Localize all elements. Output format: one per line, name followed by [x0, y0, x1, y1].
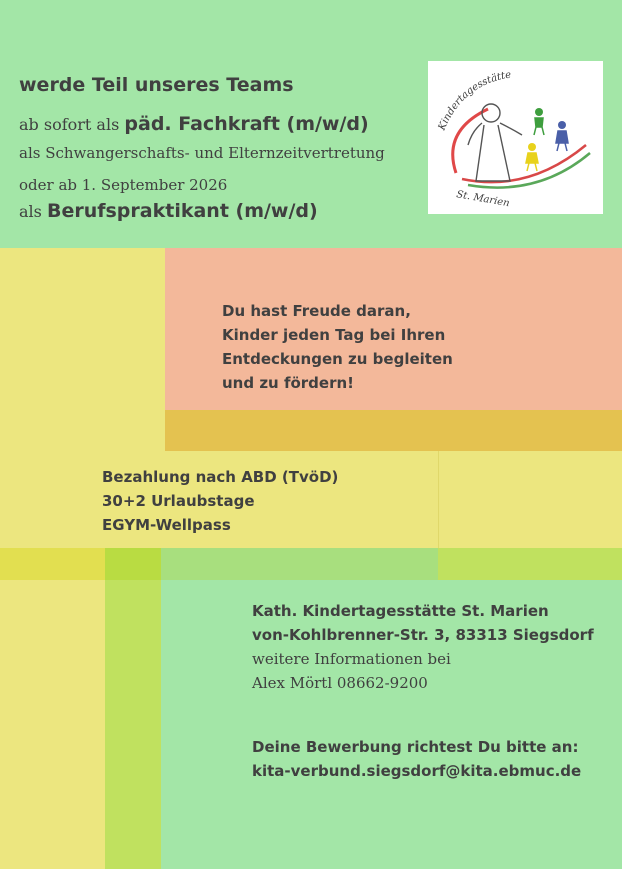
- pitch-line-2: Kinder jeden Tag bei Ihren: [222, 326, 446, 344]
- pitch-line-3: Entdeckungen zu begleiten: [222, 350, 453, 368]
- bottom-left-yellow: [0, 548, 105, 869]
- contact-person: Alex Mörtl 08662-9200: [252, 674, 428, 692]
- apply-email[interactable]: kita-verbund.siegsdorf@kita.ebmuc.de: [252, 762, 582, 780]
- lime-dark-strip: [105, 548, 161, 580]
- child-blue-icon: [556, 121, 568, 151]
- logo-name-top: Kindertagesstätte: [436, 69, 512, 133]
- headline: werde Teil unseres Teams: [19, 74, 294, 96]
- benefit-wellpass: EGYM-Wellpass: [102, 516, 231, 534]
- orange-strip: [165, 410, 622, 451]
- logo-name-bottom: St. Marien: [455, 189, 511, 210]
- pitch-line-4: und zu fördern!: [222, 374, 355, 392]
- lime-column: [105, 548, 161, 869]
- benefit-vacation: 30+2 Urlaubstage: [102, 492, 255, 510]
- pitch-line-1: Du hast Freude daran,: [222, 302, 411, 320]
- role-line-2: als Schwangerschafts- und Elternzeitvertretung: [19, 144, 385, 162]
- role-fachkraft: päd. Fachkraft (m/w/d): [124, 113, 369, 135]
- role-prefix-2: als: [19, 202, 42, 221]
- role-line-4: [19, 200, 318, 222]
- contact-org: Kath. Kindertagesstätte St. Marien: [252, 602, 549, 620]
- role-line-3: oder ab 1. September 2026: [19, 176, 228, 194]
- contact-address: von-Kohlbrenner-Str. 3, 83313 Siegsdorf: [252, 626, 594, 644]
- bright-yellow-strip: [0, 548, 105, 580]
- logo-graphic: [428, 61, 603, 214]
- kita-logo: [428, 61, 603, 214]
- role-line-1: [19, 113, 369, 135]
- contact-info: weitere Informationen bei: [252, 650, 451, 668]
- role-praktikant: Berufspraktikant (m/w/d): [46, 200, 318, 222]
- role-prefix: ab sofort als: [19, 115, 120, 134]
- child-green-icon: [534, 108, 544, 135]
- green-strip: [161, 548, 438, 580]
- child-yellow-icon: [526, 143, 538, 171]
- benefit-pay: Bezahlung nach ABD (TvöD): [102, 468, 339, 486]
- strip-line: [438, 451, 439, 548]
- lime-strip-right: [438, 548, 622, 580]
- apply-label: Deine Bewerbung richtest Du bitte an:: [252, 738, 579, 756]
